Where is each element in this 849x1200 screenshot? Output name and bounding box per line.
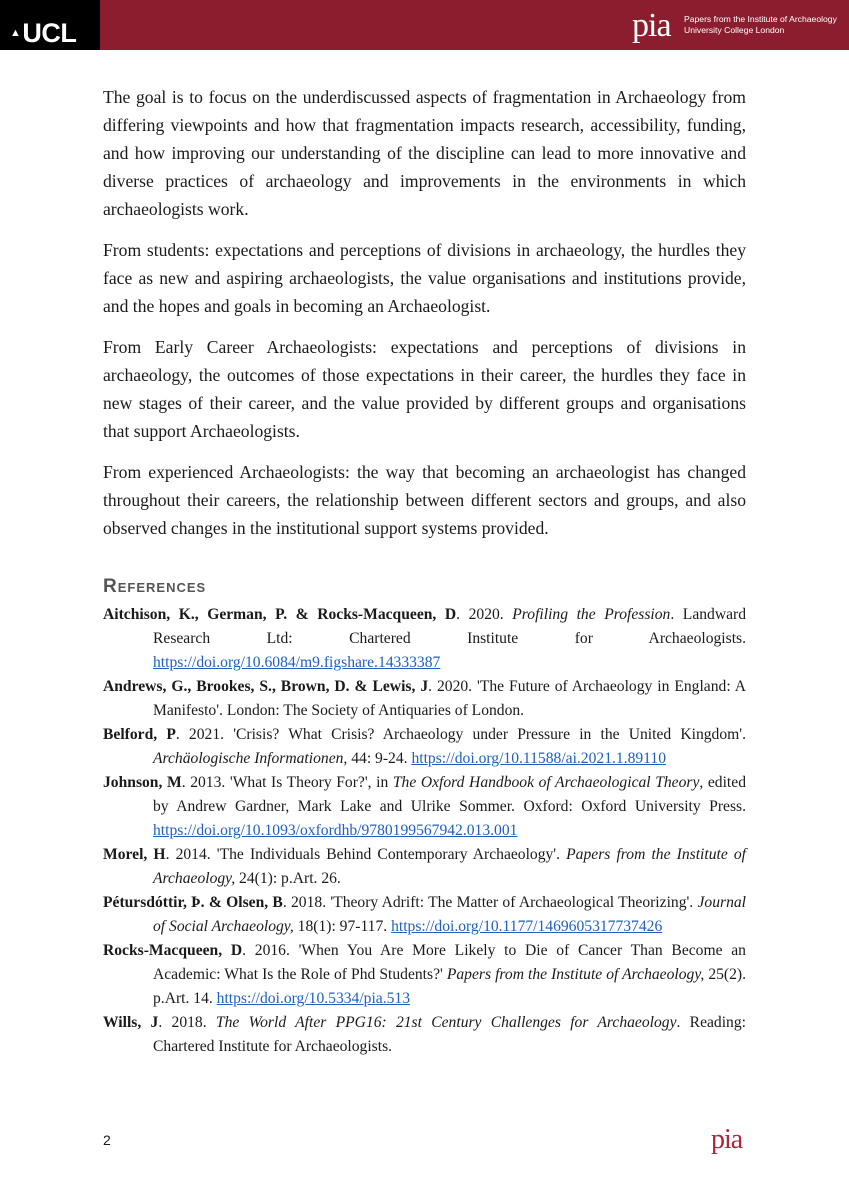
reference-authors: Morel, H	[103, 846, 166, 863]
reference-doi-link[interactable]: https://doi.org/10.1177/1469605317737426	[391, 918, 663, 935]
reference-text: . 2018. 'Theory Adrift: The Matter of Archaeological Theorizing'.	[282, 894, 698, 911]
page-header	[0, 0, 849, 50]
reference-authors: Belford, P	[103, 726, 176, 743]
reference-item	[103, 891, 746, 939]
reference-title: Archäologische Informationen,	[153, 750, 348, 767]
reference-text: . 2013. 'What Is Theory For?', in	[181, 774, 393, 791]
reference-text: . 2020. 'The Future of Archaeology in England: A Manifesto'. London: The Society of Antiquaries of London.	[153, 678, 747, 719]
ucl-logo-text: UCL	[22, 18, 77, 48]
paragraph-goal: The goal is to focus on the underdiscussed aspects of fragmentation in Archaeology from differing viewpoints and how that fragmentation impacts research, accessibility, funding, and how improving our understanding of the discipline can lead to more innovative and diverse practices of archaeology and improvements in the environments in which archaeologists work.	[103, 87, 746, 219]
reference-authors: Aitchison, K., German, P. & Rocks-Macqueen, D	[103, 606, 457, 623]
reference-title: Papers from the Institute of Archaeology,	[446, 966, 705, 983]
pia-subtitle-line1: Papers from the Institute of Archaeology	[684, 14, 837, 24]
reference-text: . Reading: Chartered Institute for Archaeologists.	[153, 1014, 746, 1055]
body-text	[103, 83, 746, 555]
reference-authors: Andrews, G., Brookes, S., Brown, D. & Lewis, J	[103, 678, 429, 695]
reference-text: . Landward Research Ltd: Chartered Institute for Archaeologists.	[153, 606, 747, 647]
reference-item	[103, 771, 746, 843]
reference-text: . 2020.	[456, 606, 513, 623]
reference-doi-link[interactable]: https://doi.org/10.11588/ai.2021.1.89110	[411, 750, 666, 767]
reference-item	[103, 1011, 746, 1059]
reference-text: 24(1): p.Art. 26.	[235, 870, 341, 887]
pia-subtitle	[684, 14, 837, 36]
footer-pia-logo: pia	[711, 1124, 743, 1155]
reference-title: Journal of Social Archaeology,	[153, 894, 746, 935]
page-number: 2	[103, 1132, 111, 1148]
reference-title: The World After PPG16: 21st Century Challenges for Archaeology	[215, 1014, 677, 1031]
ucl-logo[interactable]	[10, 20, 76, 47]
pia-subtitle-line2: University College London	[684, 25, 785, 35]
reference-text: . 2021. 'Crisis? What Crisis? Archaeology under Pressure in the United Kingdom'.	[175, 726, 746, 743]
references-list	[103, 603, 746, 1059]
reference-item	[103, 939, 746, 1011]
ucl-logo-box	[0, 0, 100, 50]
ucl-portico-icon: ▲	[10, 27, 21, 39]
reference-title: The Oxford Handbook of Archaeological Theory	[392, 774, 700, 791]
reference-text: . 2016. 'When You Are More Likely to Die of Cancer Than Become an Academic: What Is the Role of Phd Students?'	[153, 942, 746, 983]
reference-text: . 2018.	[158, 1014, 216, 1031]
references-heading: References	[103, 576, 207, 597]
reference-item	[103, 675, 746, 723]
reference-authors: Wills, J	[103, 1014, 159, 1031]
reference-authors: Pétursdóttir, Þ. & Olsen, B	[103, 894, 283, 911]
reference-authors: Rocks-Macqueen, D	[103, 942, 243, 959]
reference-authors: Johnson, M	[103, 774, 182, 791]
reference-item	[103, 723, 746, 771]
paragraph-early-career: From Early Career Archaeologists: expectations and perceptions of divisions in archaeology, the outcomes of those expectations in their career, the hurdles they face in new stages of their career, and the value provided by different groups and organisations that support Archaeologists.	[103, 337, 746, 441]
reference-text: , edited by Andrew Gardner, Mark Lake and Ulrike Sommer. Oxford: Oxford University Press.	[153, 774, 746, 815]
paragraph-students: From students: expectations and perceptions of divisions in archaeology, the hurdles they face as new and aspiring archaeologists, the value organisations and institutions provide, and the hopes and goals in becoming an Archaeologist.	[103, 240, 746, 316]
paragraph-experienced: From experienced Archaeologists: the way that becoming an archaeologist has changed throughout their careers, the relationship between different sectors and groups, and also observed changes in the institutional support systems provided.	[103, 462, 746, 538]
reference-title: Profiling the Profession	[512, 606, 671, 623]
reference-item	[103, 603, 746, 675]
reference-text: . 2014. 'The Individuals Behind Contemporary Archaeology'.	[165, 846, 567, 863]
reference-text: 18(1): 97-117.	[293, 918, 392, 935]
reference-text: 44: 9-24.	[347, 750, 412, 767]
reference-doi-link[interactable]: https://doi.org/10.6084/m9.figshare.14333387	[153, 654, 441, 671]
reference-doi-link[interactable]: https://doi.org/10.5334/pia.513	[216, 990, 411, 1007]
reference-title: Papers from the Institute of Archaeology,	[153, 846, 746, 887]
pia-logo[interactable]: pia	[632, 7, 671, 44]
reference-doi-link[interactable]: https://doi.org/10.1093/oxfordhb/9780199567942.013.001	[153, 822, 518, 839]
reference-text: 25(2). p.Art. 14.	[153, 966, 747, 1007]
reference-item	[103, 843, 746, 891]
